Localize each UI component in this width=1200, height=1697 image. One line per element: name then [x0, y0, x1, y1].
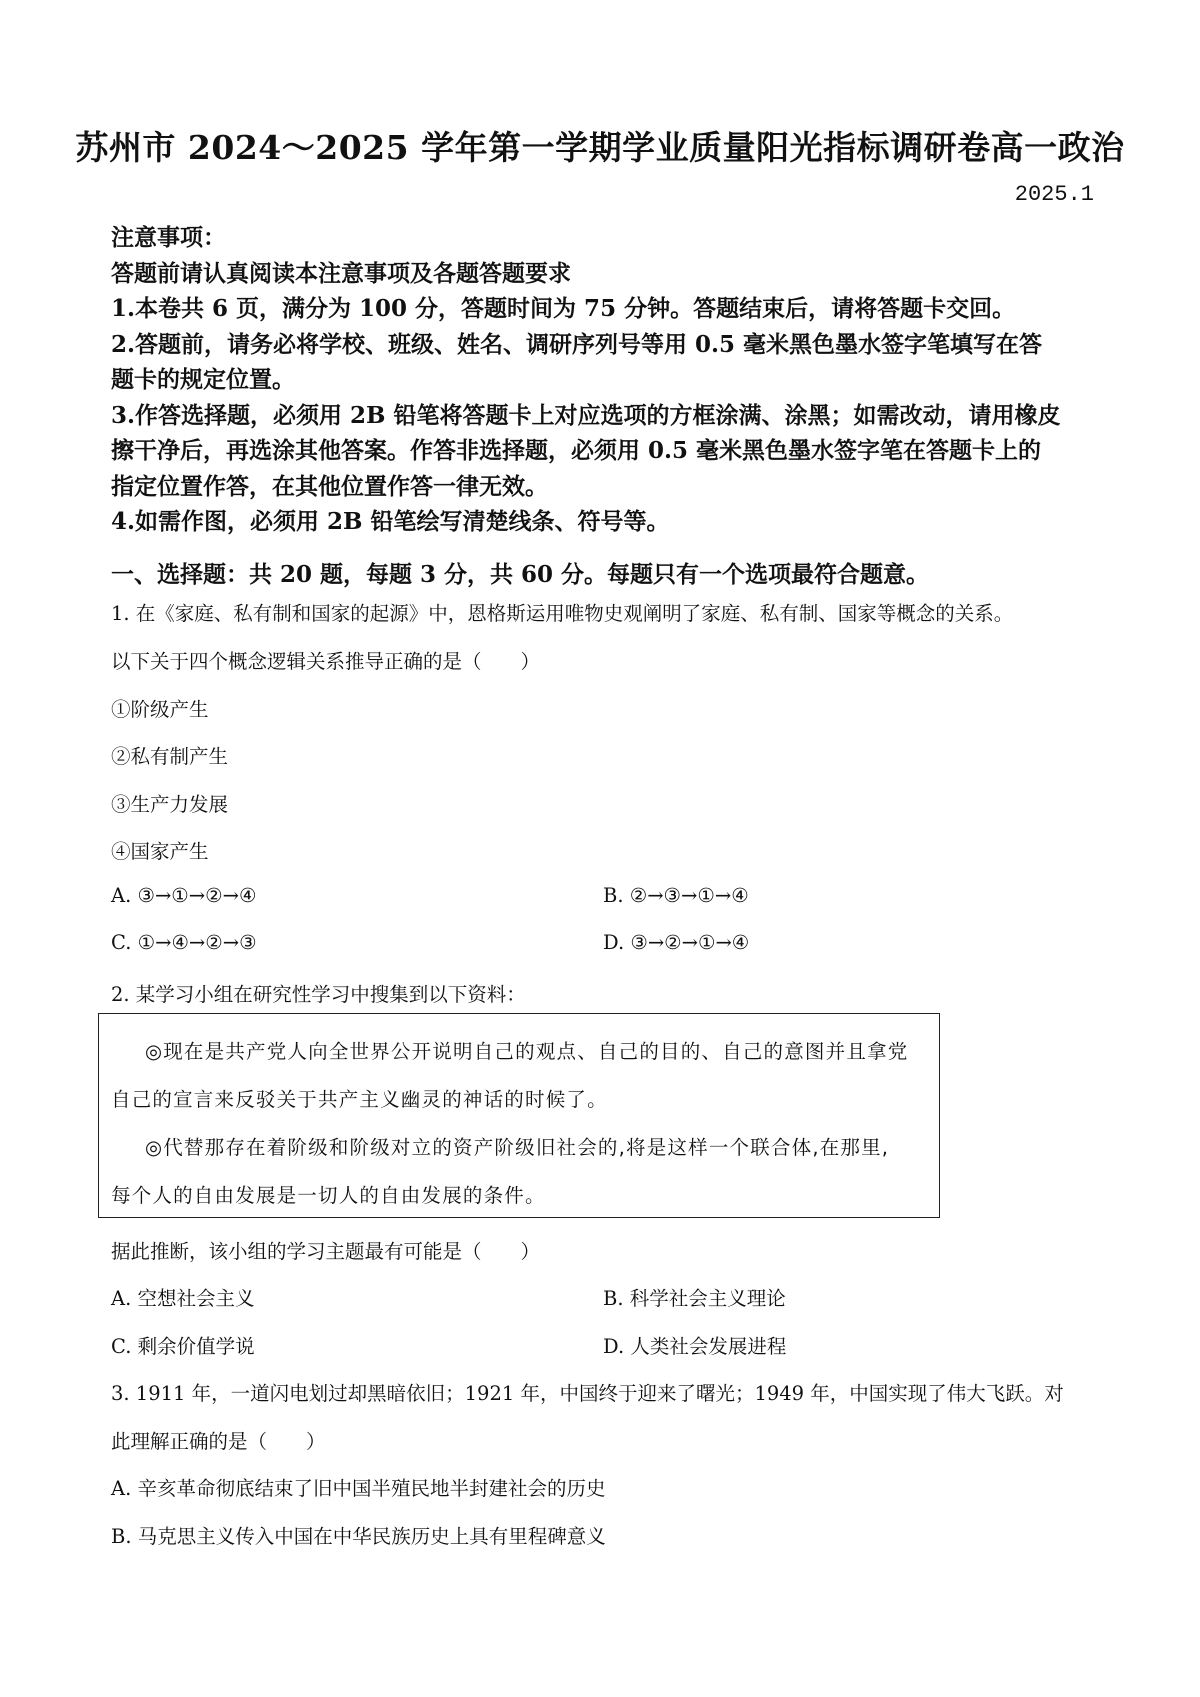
q1-item: ①阶级产生	[111, 698, 209, 721]
section-heading: 一、选择题：共 20 题，每题 3 分，共 60 分。每题只有一个选项最符合题意。	[111, 561, 930, 588]
q2-option-c: C. 剩余价值学说	[111, 1335, 255, 1358]
q1-option-b: B. ②→③→①→④	[603, 884, 749, 907]
notice-line: 1.本卷共 6 页，满分为 100 分，答题时间为 75 分钟。答题结束后，请将答题卡交回。	[111, 295, 1016, 322]
q1-option-a: A. ③→①→②→④	[111, 884, 257, 907]
q2-option-b: B. 科学社会主义理论	[603, 1287, 786, 1310]
q3-option-a: A. 辛亥革命彻底结束了旧中国半殖民地半封建社会的历史	[111, 1477, 606, 1500]
notice-line: 擦干净后，再选涂其他答案。作答非选择题，必须用 0.5 毫米黑色墨水签字笔在答题卡上的	[111, 437, 1042, 464]
notice-line: 题卡的规定位置。	[111, 366, 295, 393]
q1-item: ④国家产生	[111, 840, 209, 863]
q2-quote-p1-line2: 自己的宣言来反驳关于共产主义幽灵的神话的时候了。	[111, 1088, 608, 1111]
q3-stem-line1: 3. 1911 年，一道闪电划过却黑暗依旧；1921 年，中国终于迎来了曙光；1949 年，中国实现了伟大飞跃。对	[111, 1382, 1064, 1405]
notice-line: 2.答题前，请务必将学校、班级、姓名、调研序列号等用 0.5 毫米黑色墨水签字笔填写在答	[111, 330, 1043, 358]
notice-heading: 注意事项：	[111, 224, 226, 251]
q2-quote-box	[98, 1013, 940, 1218]
notice-line: 4.如需作图，必须用 2B 铅笔绘写清楚线条、符号等。	[111, 508, 670, 535]
q1-stem-line2: 以下关于四个概念逻辑关系推导正确的是（ ）	[111, 650, 541, 673]
q2-quote-p2-line2: 每个人的自由发展是一切人的自由发展的条件。	[111, 1184, 546, 1207]
q2-question: 据此推断，该小组的学习主题最有可能是（ ）	[111, 1240, 541, 1263]
q2-stem: 2. 某学习小组在研究性学习中搜集到以下资料：	[111, 983, 526, 1006]
q1-option-c: C. ①→④→②→③	[111, 931, 257, 954]
q1-item: ②私有制产生	[111, 745, 229, 768]
q2-option-d: D. 人类社会发展进程	[603, 1335, 787, 1358]
notice-line: 指定位置作答，在其他位置作答一律无效。	[111, 472, 548, 500]
q1-option-d: D. ③→②→①→④	[603, 931, 750, 954]
exam-date: 2025.1	[1014, 182, 1094, 207]
notice-line: 答题前请认真阅读本注意事项及各题答题要求	[111, 259, 571, 287]
q1-item: ③生产力发展	[111, 793, 229, 816]
exam-title: 苏州市 2024～2025 学年第一学期学业质量阳光指标调研卷高一政治	[75, 128, 1125, 167]
notice-section	[111, 220, 1101, 540]
q3-stem-line2: 此理解正确的是（ ）	[111, 1430, 326, 1453]
q1-stem-line1: 1. 在《家庭、私有制和国家的起源》中，恩格斯运用唯物史观阐明了家庭、私有制、国家等概念的关系。	[111, 602, 1014, 625]
q2-quote-p1-line1: ◎现在是共产党人向全世界公开说明自己的观点、自己的目的、自己的意图并且拿党	[145, 1040, 909, 1063]
notice-line: 3.作答选择题，必须用 2B 铅笔将答题卡上对应选项的方框涂满、涂黑；如需改动，请用橡皮	[111, 401, 1061, 429]
q2-quote-p2-line1: ◎代替那存在着阶级和阶级对立的资产阶级旧社会的,将是这样一个联合体,在那里,	[145, 1136, 890, 1159]
q2-option-a: A. 空想社会主义	[111, 1287, 255, 1310]
q3-option-b: B. 马克思主义传入中国在中华民族历史上具有里程碑意义	[111, 1525, 606, 1548]
